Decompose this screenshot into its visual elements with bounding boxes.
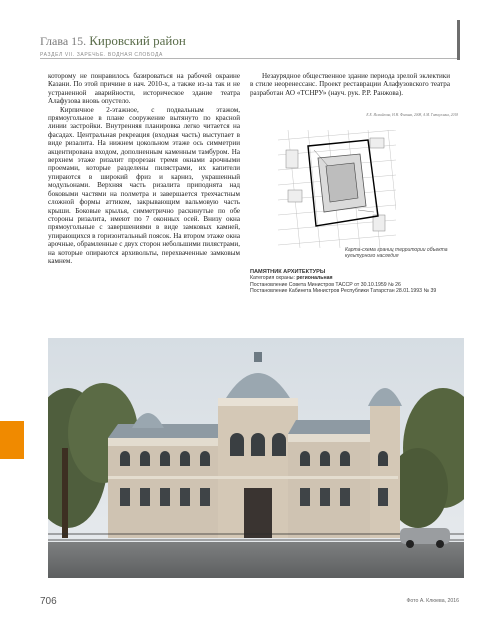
territory-map	[278, 130, 396, 248]
left-text-column	[48, 72, 240, 265]
decree-2: Постановление Кабинета Министров Республики Татарстан 28.01.1993 № 39	[250, 288, 437, 295]
monument-info	[250, 269, 465, 295]
map-caption: Карта-схема границ территории объекта культурного наследия	[345, 247, 448, 260]
right-text-column	[250, 72, 450, 97]
chapter-title: Кировский район	[89, 33, 186, 48]
header-bar	[457, 20, 460, 60]
page-number: 706	[40, 596, 57, 607]
territory-map-drawing	[278, 130, 396, 248]
authors-credit: Е.Е. Исмайлова, Н.Н. Фомина, 2008, А.М. Гатауллина, 2018	[366, 113, 458, 117]
chapter-heading	[40, 33, 186, 49]
building-photo	[48, 338, 464, 578]
left-paragraph: которому не понравилось базироваться на рабочей окраине Казани. По этой причине в нач. 2010-х, а также из-за так и не устраненной аварийности, историческое здание театра Алафузова вновь опустело.	[48, 72, 240, 106]
section-heading: РАЗДЕЛ VII. ЗАРЕЧЬЕ. ВОДНАЯ СЛОБОДА	[40, 52, 163, 58]
photo-credit: Фото А. Клюева, 2016	[406, 598, 459, 604]
right-paragraph: Незаурядное общественное здание периода зрелой эклектики в стиле неоренессанс. Проект реставрации Алафузовского театра разработан АО «ТСНРУ» (науч. рук. Р.Р. Ранжова).	[250, 72, 450, 97]
monument-title: ПАМЯТНИК АРХИТЕКТУРЫ	[250, 269, 326, 275]
category-value: региональная	[296, 275, 333, 282]
theatre-building-illustration	[48, 338, 464, 578]
chapter-prefix: Глава 15.	[40, 34, 87, 48]
header-rule	[40, 58, 458, 59]
chapter-tab-marker	[0, 421, 24, 459]
decree-1: Постановление Совета Министров ТАССР от 30.10.1959 № 26	[250, 281, 401, 288]
left-paragraph: Кирпичное 2-этажное, с подвальным этажом, прямоугольное в плане сооружение вытянуто по красной линии застройки. Внутренняя планировка легко читается на фасадах. Центральная рекреация (входная часть) выступает в виде ризалита. На нижнем цокольном этаже ось симметрии акцентирована входом, дополненным каменным тамбуром. На верхнем этаже ризалит прорезан тремя окнами арочными проемами, которые разделены пилястрами, их капители упираются в широкий фриз и карниз, украшенный модульонами. Верхняя часть ризалита приподнята над боковыми частями на полметра и завершается трехчастным сложной формы аттиком, закрывающим вальмовую часть крыши. Боковые крылья, симметрично раскинутые по обе стороны ризалита, имеют по 7 оконных осей. Внизу окна прямоугольные с завершениями в виде замковых камней, упирающихся в горизонтальный поясок. На втором этаже окна арочные, обрамленные с двух сторон небольшими пилястрами, на которые опираются архивольты, перехваченные замковым камнем.	[48, 105, 240, 265]
category-label: Категория охраны:	[250, 275, 295, 282]
